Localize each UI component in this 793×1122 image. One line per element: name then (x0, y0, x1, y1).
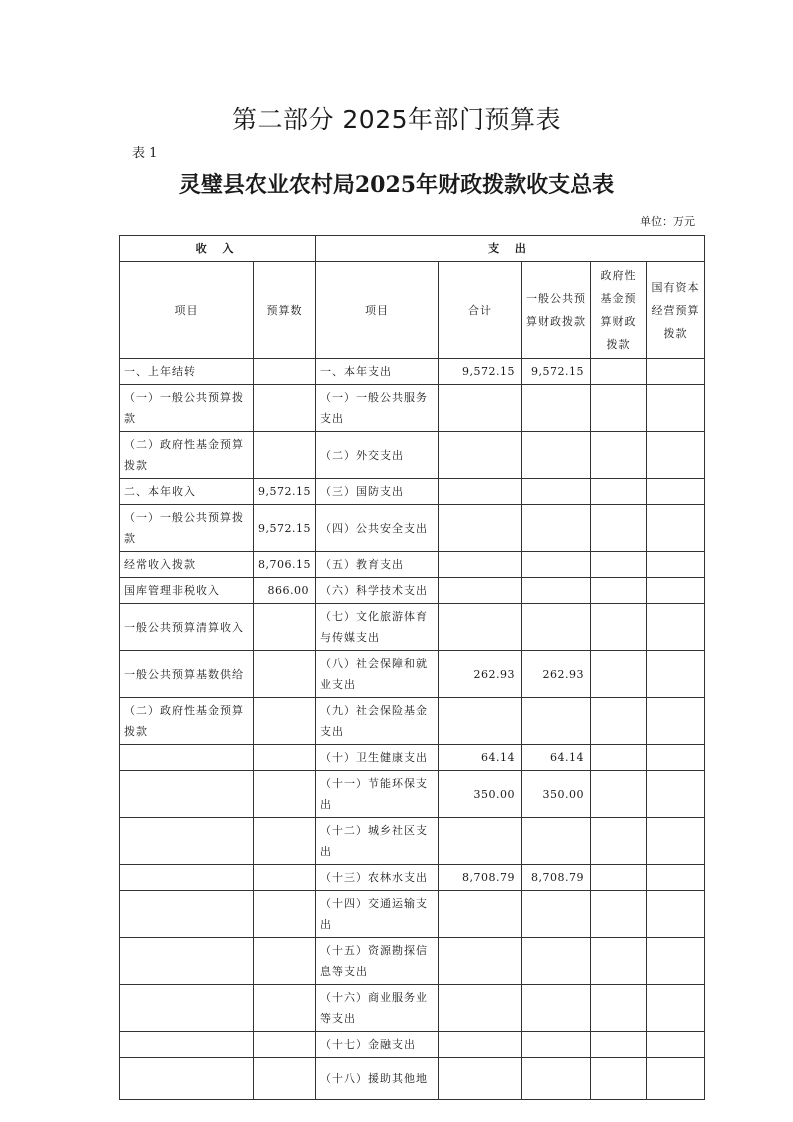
col-header-total: 合计 (439, 262, 522, 359)
gov-fund-cell (591, 865, 647, 891)
table-row (120, 505, 705, 552)
table-row (120, 818, 705, 865)
total-cell (439, 604, 522, 651)
gov-fund-cell (591, 1058, 647, 1100)
table-row (120, 432, 705, 479)
table-row (120, 771, 705, 818)
total-cell: 8,708.79 (439, 865, 522, 891)
income-item-cell (120, 1058, 254, 1100)
expense-item-cell: （七）文化旅游体育与传媒支出 (316, 604, 439, 651)
section-title: 第二部分 2025年部门预算表 (231, 105, 562, 134)
table-title: 灵璧县农业农村局2025年财政拨款收支总表 (178, 172, 615, 198)
expense-item-cell: （八）社会保障和就业支出 (316, 651, 439, 698)
state-capital-cell (647, 505, 705, 552)
gov-fund-cell (591, 359, 647, 385)
total-cell (439, 578, 522, 604)
income-item-cell: 一、上年结转 (120, 359, 254, 385)
budget-amount-cell (254, 604, 316, 651)
state-capital-cell (647, 865, 705, 891)
general-budget-cell (522, 938, 591, 985)
budget-amount-cell (254, 818, 316, 865)
total-cell (439, 552, 522, 578)
income-item-cell (120, 985, 254, 1032)
state-capital-cell (647, 479, 705, 505)
general-budget-cell (522, 1032, 591, 1058)
general-budget-cell: 262.93 (522, 651, 591, 698)
general-budget-cell (522, 432, 591, 479)
table-row (120, 359, 705, 385)
general-budget-cell (522, 1058, 591, 1100)
budget-amount-cell (254, 891, 316, 938)
table-row (120, 552, 705, 578)
income-header: 收 入 (120, 236, 316, 262)
general-budget-cell (522, 818, 591, 865)
gov-fund-cell (591, 651, 647, 698)
budget-amount-cell: 866.00 (254, 578, 316, 604)
state-capital-cell (647, 604, 705, 651)
state-capital-cell (647, 385, 705, 432)
total-cell (439, 698, 522, 745)
total-cell: 64.14 (439, 745, 522, 771)
budget-amount-cell: 9,572.15 (254, 479, 316, 505)
col-header-budget: 预算数 (254, 262, 316, 359)
table-number: 表 1 (132, 146, 158, 161)
expense-item-cell: （十）卫生健康支出 (316, 745, 439, 771)
general-budget-cell (522, 604, 591, 651)
expense-item-cell: （十五）资源勘探信息等支出 (316, 938, 439, 985)
general-budget-cell: 64.14 (522, 745, 591, 771)
expense-item-cell: （十一）节能环保支出 (316, 771, 439, 818)
total-cell (439, 479, 522, 505)
gov-fund-cell (591, 432, 647, 479)
general-budget-cell: 350.00 (522, 771, 591, 818)
col-header-income-item: 项目 (120, 262, 254, 359)
budget-amount-cell (254, 359, 316, 385)
expense-item-cell: （四）公共安全支出 (316, 505, 439, 552)
total-cell: 262.93 (439, 651, 522, 698)
gov-fund-cell (591, 1032, 647, 1058)
expense-item-cell: （九）社会保险基金支出 (316, 698, 439, 745)
expense-item-cell: 一、本年支出 (316, 359, 439, 385)
income-item-cell (120, 891, 254, 938)
general-budget-cell (522, 505, 591, 552)
total-cell: 350.00 (439, 771, 522, 818)
gov-fund-cell (591, 479, 647, 505)
budget-amount-cell (254, 1032, 316, 1058)
budget-amount-cell: 9,572.15 (254, 505, 316, 552)
general-budget-cell (522, 552, 591, 578)
table-row (120, 891, 705, 938)
expense-item-cell: （一）一般公共服务支出 (316, 385, 439, 432)
expense-item-cell: （十三）农林水支出 (316, 865, 439, 891)
total-cell (439, 505, 522, 552)
state-capital-cell (647, 891, 705, 938)
gov-fund-cell (591, 938, 647, 985)
col-header-gov-fund: 政府性基金预算财政拨款 (591, 262, 647, 359)
col-header-expense-item: 项目 (316, 262, 439, 359)
state-capital-cell (647, 1032, 705, 1058)
table-row (120, 745, 705, 771)
expense-item-cell: （五）教育支出 (316, 552, 439, 578)
state-capital-cell (647, 818, 705, 865)
state-capital-cell (647, 745, 705, 771)
table-row (120, 865, 705, 891)
income-item-cell: （一）一般公共预算拨款 (120, 385, 254, 432)
expense-item-cell: （十四）交通运输支出 (316, 891, 439, 938)
income-item-cell (120, 865, 254, 891)
budget-amount-cell (254, 698, 316, 745)
total-cell (439, 938, 522, 985)
table-row (120, 1032, 705, 1058)
budget-amount-cell (254, 745, 316, 771)
gov-fund-cell (591, 818, 647, 865)
income-item-cell: （二）政府性基金预算拨款 (120, 698, 254, 745)
income-item-cell: 一般公共预算清算收入 (120, 604, 254, 651)
state-capital-cell (647, 1058, 705, 1100)
budget-amount-cell (254, 1058, 316, 1100)
expense-header: 支 出 (316, 236, 705, 262)
state-capital-cell (647, 432, 705, 479)
table-row (120, 385, 705, 432)
state-capital-cell (647, 938, 705, 985)
budget-amount-cell (254, 385, 316, 432)
state-capital-cell (647, 698, 705, 745)
state-capital-cell (647, 359, 705, 385)
general-budget-cell (522, 985, 591, 1032)
income-item-cell (120, 938, 254, 985)
total-cell (439, 432, 522, 479)
budget-amount-cell (254, 865, 316, 891)
general-budget-cell (522, 385, 591, 432)
income-item-cell (120, 745, 254, 771)
income-item-cell: （二）政府性基金预算拨款 (120, 432, 254, 479)
income-item-cell: 经常收入拨款 (120, 552, 254, 578)
table-row (120, 985, 705, 1032)
income-item-cell (120, 818, 254, 865)
col-header-general-budget: 一般公共预算财政拨款 (522, 262, 591, 359)
state-capital-cell (647, 985, 705, 1032)
total-cell (439, 891, 522, 938)
state-capital-cell (647, 578, 705, 604)
budget-table (119, 235, 705, 1100)
expense-item-cell: （十七）金融支出 (316, 1032, 439, 1058)
table-row (120, 1058, 705, 1100)
income-item-cell: （一）一般公共预算拨款 (120, 505, 254, 552)
income-item-cell: 一般公共预算基数供给 (120, 651, 254, 698)
total-cell (439, 1058, 522, 1100)
gov-fund-cell (591, 771, 647, 818)
budget-amount-cell (254, 771, 316, 818)
general-budget-cell: 9,572.15 (522, 359, 591, 385)
expense-item-cell: （三）国防支出 (316, 479, 439, 505)
unit-label: 单位：万元 (640, 215, 695, 228)
general-budget-cell (522, 578, 591, 604)
table-row (120, 604, 705, 651)
general-budget-cell (522, 479, 591, 505)
total-cell: 9,572.15 (439, 359, 522, 385)
expense-item-cell: （十二）城乡社区支出 (316, 818, 439, 865)
gov-fund-cell (591, 891, 647, 938)
budget-amount-cell (254, 938, 316, 985)
total-cell (439, 385, 522, 432)
expense-item-cell: （十八）援助其他地 (316, 1058, 439, 1100)
expense-item-cell: （六）科学技术支出 (316, 578, 439, 604)
gov-fund-cell (591, 698, 647, 745)
gov-fund-cell (591, 578, 647, 604)
total-cell (439, 818, 522, 865)
state-capital-cell (647, 651, 705, 698)
gov-fund-cell (591, 745, 647, 771)
general-budget-cell: 8,708.79 (522, 865, 591, 891)
income-item-cell: 国库管理非税收入 (120, 578, 254, 604)
gov-fund-cell (591, 385, 647, 432)
income-item-cell: 二、本年收入 (120, 479, 254, 505)
budget-amount-cell (254, 985, 316, 1032)
general-budget-cell (522, 698, 591, 745)
table-row (120, 938, 705, 985)
state-capital-cell (647, 552, 705, 578)
gov-fund-cell (591, 552, 647, 578)
table-row (120, 651, 705, 698)
gov-fund-cell (591, 505, 647, 552)
gov-fund-cell (591, 985, 647, 1032)
budget-amount-cell: 8,706.15 (254, 552, 316, 578)
state-capital-cell (647, 771, 705, 818)
table-row (120, 578, 705, 604)
gov-fund-cell (591, 604, 647, 651)
table-row (120, 698, 705, 745)
income-item-cell (120, 1032, 254, 1058)
expense-item-cell: （十六）商业服务业等支出 (316, 985, 439, 1032)
budget-amount-cell (254, 651, 316, 698)
total-cell (439, 1032, 522, 1058)
col-header-state-capital: 国有资本经营预算拨款 (647, 262, 705, 359)
total-cell (439, 985, 522, 1032)
table-row (120, 479, 705, 505)
general-budget-cell (522, 891, 591, 938)
income-item-cell (120, 771, 254, 818)
expense-item-cell: （二）外交支出 (316, 432, 439, 479)
budget-amount-cell (254, 432, 316, 479)
